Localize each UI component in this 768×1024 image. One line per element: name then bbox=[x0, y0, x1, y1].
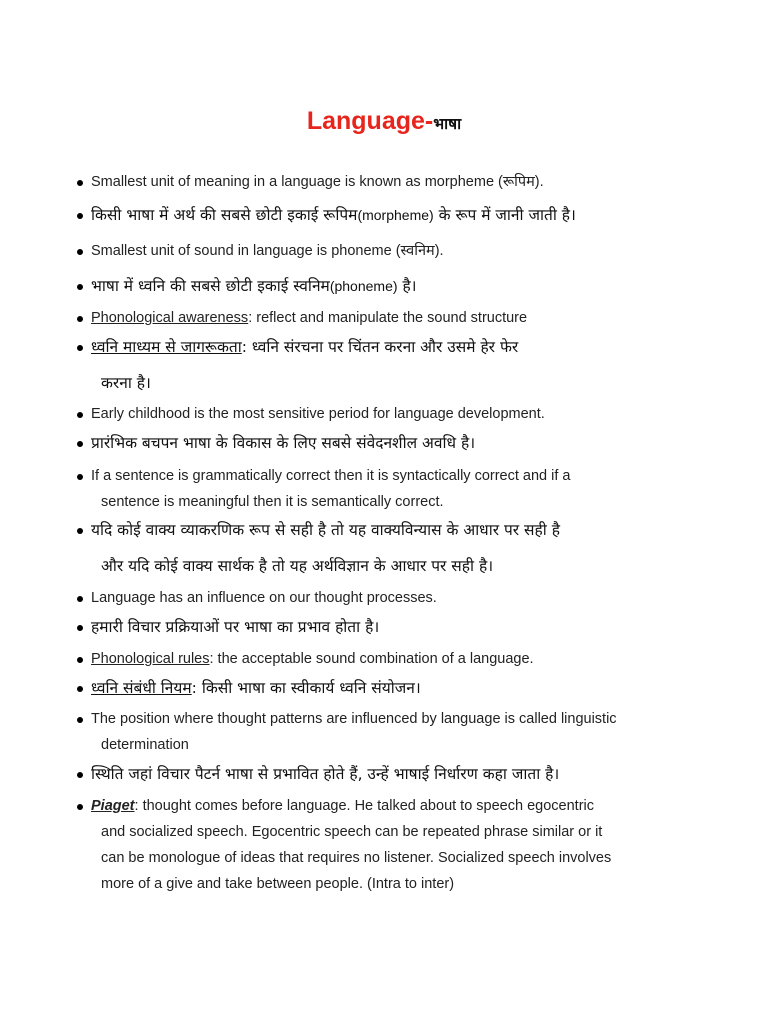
bullet-icon bbox=[77, 804, 83, 810]
bullet-icon bbox=[77, 474, 83, 480]
item-text: Early childhood is the most sensitive period for language development. bbox=[91, 406, 545, 422]
bullet-icon bbox=[77, 316, 83, 322]
term-hindi: ध्वनि संबंधी नियम bbox=[91, 679, 192, 697]
item-text-english: (morpheme) bbox=[357, 207, 434, 223]
bullet-icon bbox=[77, 441, 83, 447]
item-text: Smallest unit of meaning in a language is known as morpheme (रूपिम). bbox=[91, 174, 544, 190]
item-text bbox=[91, 670, 691, 706]
item-text bbox=[91, 793, 691, 897]
item-text: Smallest unit of sound in language is phoneme (स्वनिम). bbox=[91, 243, 444, 259]
bullet-icon bbox=[77, 284, 83, 290]
item-text-continuation: and socialized speech. Egocentric speech can be repeated phrase similar or it bbox=[101, 824, 603, 840]
bullet-icon bbox=[77, 625, 83, 631]
item-text-continuation: determination bbox=[101, 737, 189, 753]
item-text-hindi: भाषा में ध्वनि की सबसे छोटी इकाई स्वनिम bbox=[91, 277, 330, 295]
bullet-icon bbox=[77, 596, 83, 602]
bullet-icon bbox=[77, 528, 83, 534]
bullet-icon bbox=[77, 657, 83, 663]
item-text-continuation: sentence is meaningful then it is semantically correct. bbox=[101, 494, 444, 510]
item-text-continuation: can be monologue of ideas that requires no listener. Socialized speech involves bbox=[101, 850, 612, 866]
item-text: हमारी विचार प्रक्रियाओं पर भाषा का प्रभाव होता है। bbox=[91, 618, 380, 636]
item-text-hindi-end: है। bbox=[397, 277, 417, 295]
item-text-hindi: किसी भाषा में अर्थ की सबसे छोटी इकाई रूपिम bbox=[91, 206, 358, 224]
item-text: स्थिति जहां विचार पैटर्न भाषा से प्रभावित होते हैं, उन्हें भाषाई निर्धारण कहा जाता है। bbox=[91, 765, 560, 783]
term-phonological-rules: Phonological rules bbox=[91, 651, 210, 667]
item-definition: : thought comes before language. He talked about to speech egocentric bbox=[134, 798, 594, 814]
bullet-icon bbox=[77, 717, 83, 723]
item-text-hindi-end: के रूप में जानी जाती है। bbox=[433, 206, 576, 224]
item-text-continuation: more of a give and take between people. (Intra to inter) bbox=[101, 876, 455, 892]
item-definition: : the acceptable sound combination of a language. bbox=[209, 651, 534, 667]
item-text-english: (phoneme) bbox=[329, 278, 398, 294]
term-piaget: Piaget bbox=[91, 798, 135, 814]
bullet-icon bbox=[77, 180, 83, 186]
bullet-icon bbox=[77, 249, 83, 255]
item-text bbox=[91, 197, 691, 233]
page-title bbox=[0, 104, 768, 142]
item-text bbox=[91, 512, 691, 584]
item-definition: : किसी भाषा का स्वीकार्य ध्वनि संयोजन। bbox=[191, 679, 421, 697]
item-text bbox=[91, 463, 691, 515]
item-text bbox=[91, 329, 691, 401]
item-text-line: If a sentence is grammatically correct then it is syntactically correct and if a bbox=[91, 468, 571, 484]
term-phonological-awareness: Phonological awareness bbox=[91, 310, 249, 326]
item-text-line: The position where thought patterns are influenced by language is called linguistic bbox=[91, 711, 617, 727]
item-definition: : ध्वनि संरचना पर चिंतन करना और उसमे हेर फेर bbox=[241, 338, 519, 356]
item-text bbox=[91, 268, 691, 304]
bullet-icon bbox=[77, 686, 83, 692]
item-text-line: यदि कोई वाक्य व्याकरणिक रूप से सही है तो यह वाक्यविन्यास के आधार पर सही है bbox=[91, 521, 560, 539]
item-definition: : reflect and manipulate the sound structure bbox=[248, 310, 528, 326]
item-text bbox=[91, 646, 691, 672]
item-text bbox=[91, 706, 691, 758]
title-english: Language- bbox=[306, 107, 434, 135]
item-text-continuation: करना है। bbox=[101, 374, 151, 392]
item-text bbox=[91, 305, 691, 331]
title-hindi: भाषा bbox=[433, 115, 462, 133]
bullet-icon bbox=[77, 213, 83, 219]
item-text: Language has an influence on our thought processes. bbox=[91, 590, 437, 606]
bullet-icon bbox=[77, 345, 83, 351]
item-text-continuation: और यदि कोई वाक्य सार्थक है तो यह अर्थविज्ञान के आधार पर सही है। bbox=[101, 557, 494, 575]
item-text: प्रारंभिक बचपन भाषा के विकास के लिए सबसे संवेदनशील अवधि है। bbox=[91, 434, 476, 452]
bullet-icon bbox=[77, 772, 83, 778]
term-hindi: ध्वनि माध्यम से जागरूकता bbox=[91, 338, 242, 356]
bullet-icon bbox=[77, 412, 83, 418]
